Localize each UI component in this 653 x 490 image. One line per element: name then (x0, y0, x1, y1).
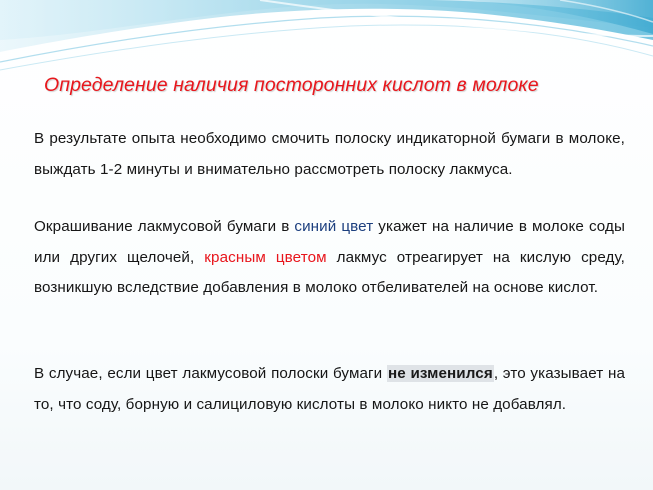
paragraph-color-text-1: Окрашивание лакмусовой бумаги в (34, 218, 295, 235)
paragraph-color-text-3: лакмус отреагирует на кислую среду, возникшую вследствие добавления в молоко отбеливателей на основе кислот. (34, 248, 625, 296)
blue-color-phrase: синий цвет (294, 218, 374, 235)
paragraph-no-change-text-2: , это указывает на то, что соду, борную и салициловую кислоты в молоко никто не добавлял. (34, 365, 625, 413)
paragraph-color-text-2: укажет на наличие в молоке соды или других щелочей, (34, 218, 625, 266)
header-wave-decoration (0, 0, 653, 80)
paragraph-no-change-text-1: В случае, если цвет лакмусовой полоски бумаги (34, 365, 387, 382)
red-color-phrase: красным цветом (204, 248, 327, 266)
paragraph-color-result (34, 212, 625, 304)
paragraph-procedure-text: В результате опыта необходимо смочить полоску индикаторной бумаги в молоке, выждать 1-2 минуты и внимательно рассмотреть полоску лакмуса. (34, 130, 625, 178)
slide-title: Определение наличия посторонних кислот в молоке (44, 74, 539, 96)
paragraph-no-change (34, 359, 625, 420)
highlighted-phrase: не изменился (387, 365, 493, 382)
paragraph-procedure (34, 124, 625, 185)
